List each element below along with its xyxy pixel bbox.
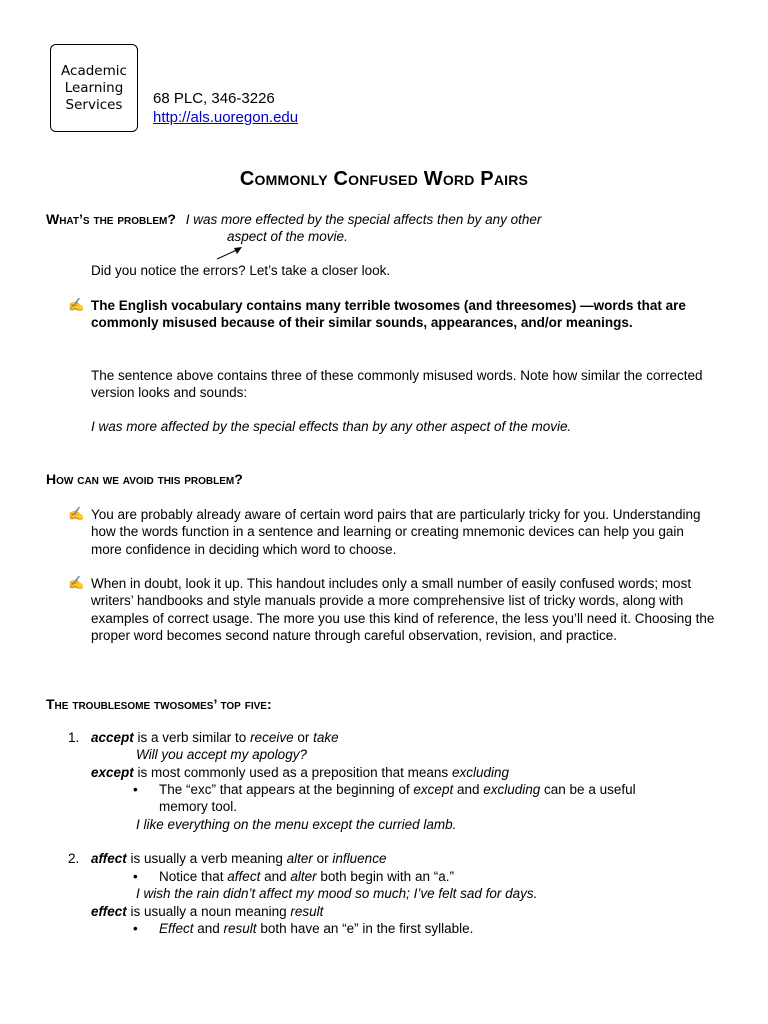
definition-keyword: take [313, 730, 339, 745]
avoid-bullet-2: When in doubt, look it up. This handout includes only a small number of easily confused words; most writers’ handbooks and style manuals provide a more comprehensive list of tricky words, along with examples of correct usage. The more you use this kind of reference, the less you’ll need it. Choosing the proper word becomes second nature through careful observation, revision, and practice. [91, 576, 715, 643]
word-accept: accept [91, 730, 134, 745]
arrow-icon [214, 244, 244, 262]
tip-text: and [193, 921, 224, 936]
tip-text: and [260, 869, 291, 884]
item-1-number: 1. [68, 730, 80, 745]
sentence-note: The sentence above contains three of these commonly misused words. Note how similar the corrected version looks and sounds: [91, 368, 703, 401]
logo-line-1: Academic [61, 62, 127, 79]
bullet-dot: • [133, 921, 138, 936]
tip-text: The “exc” that appears at the beginning of [159, 782, 414, 797]
problem-example-line1: I was more effected by the special affects then by any other [185, 212, 542, 227]
address-phone: 68 PLC, 346-3226 [153, 90, 275, 107]
tip-text: both begin with an “a.” [316, 869, 454, 884]
tip-keyword: affect [227, 869, 261, 884]
bullet-vocabulary: The English vocabulary contains many terrible twosomes (and threesomes) —words that are commonly misused because of their similar sounds, appearances, and/or meanings. [91, 298, 686, 331]
definition-keyword: influence [332, 851, 387, 866]
item-2-tip-1 [159, 869, 454, 884]
tip-keyword: alter [290, 869, 317, 884]
word-except: except [91, 765, 134, 780]
pen-bullet-icon: ✍ [68, 506, 85, 521]
problem-example-line2: aspect of the movie. [227, 229, 348, 244]
item-1-example-1: Will you accept my apology? [136, 747, 307, 762]
word-affect: affect [91, 851, 127, 866]
pen-bullet-icon: ✍ [68, 297, 85, 312]
item-1-example-2: I like everything on the menu except the curried lamb. [136, 817, 457, 832]
problem-section [46, 211, 541, 227]
tip-keyword: excluding [483, 782, 541, 797]
item-2-number: 2. [68, 851, 80, 866]
corrected-sentence: I was more affected by the special effects than by any other aspect of the movie. [91, 419, 572, 434]
bullet-dot: • [133, 869, 138, 884]
problem-heading: What’s the problem? [46, 211, 176, 227]
tip-text: can be a useful [540, 782, 636, 797]
item-2-effect-definition [91, 904, 323, 919]
avoid-bullet-1: You are probably already aware of certain word pairs that are particularly tricky for you. Understanding how the words function in a sentence and learning or creating mnemonic devices can help you gain more confidence in deciding which word to choose. [91, 507, 701, 557]
item-2-example-1: I wish the rain didn’t affect my mood so much; I’ve felt sad for days. [136, 886, 538, 901]
definition-text: is most commonly used as a preposition that means [133, 765, 452, 780]
logo-line-3: Services [65, 96, 123, 113]
avoid-heading: How can we avoid this problem? [46, 471, 243, 487]
logo-line-2: Learning [64, 79, 124, 96]
item-2-affect-definition [91, 851, 386, 866]
item-1-tip-continued: memory tool. [159, 799, 238, 814]
item-2-tip-2 [159, 921, 473, 936]
tip-keyword: result [223, 921, 257, 936]
tip-text: both have an “e” in the first syllable. [256, 921, 474, 936]
item-1-tip [159, 782, 636, 797]
tip-text: and [453, 782, 484, 797]
tip-keyword: except [413, 782, 454, 797]
academic-learning-services-logo [50, 44, 138, 132]
bullet-dot: • [133, 782, 138, 797]
pen-bullet-icon: ✍ [68, 575, 85, 590]
definition-text: is usually a verb meaning [126, 851, 287, 866]
notice-text: Did you notice the errors? Let’s take a closer look. [91, 263, 391, 278]
tip-text: Notice that [159, 869, 228, 884]
item-1-except-definition [91, 765, 509, 780]
contact-info [153, 89, 298, 127]
definition-text: or [312, 851, 333, 866]
definition-text: is usually a noun meaning [126, 904, 291, 919]
definition-keyword: alter [286, 851, 313, 866]
item-1-accept-definition [91, 730, 339, 745]
page-title: Commonly Confused Word Pairs [239, 168, 529, 190]
website-link[interactable]: http://als.uoregon.edu [153, 109, 299, 126]
definition-keyword: result [290, 904, 324, 919]
definition-keyword: excluding [451, 765, 509, 780]
definition-text: is a verb similar to [133, 730, 251, 745]
word-effect: effect [91, 904, 127, 919]
top-five-heading: The troublesome twosomes’ top five: [46, 696, 272, 712]
tip-keyword: Effect [159, 921, 194, 936]
definition-keyword: receive [250, 730, 294, 745]
definition-text: or [293, 730, 314, 745]
